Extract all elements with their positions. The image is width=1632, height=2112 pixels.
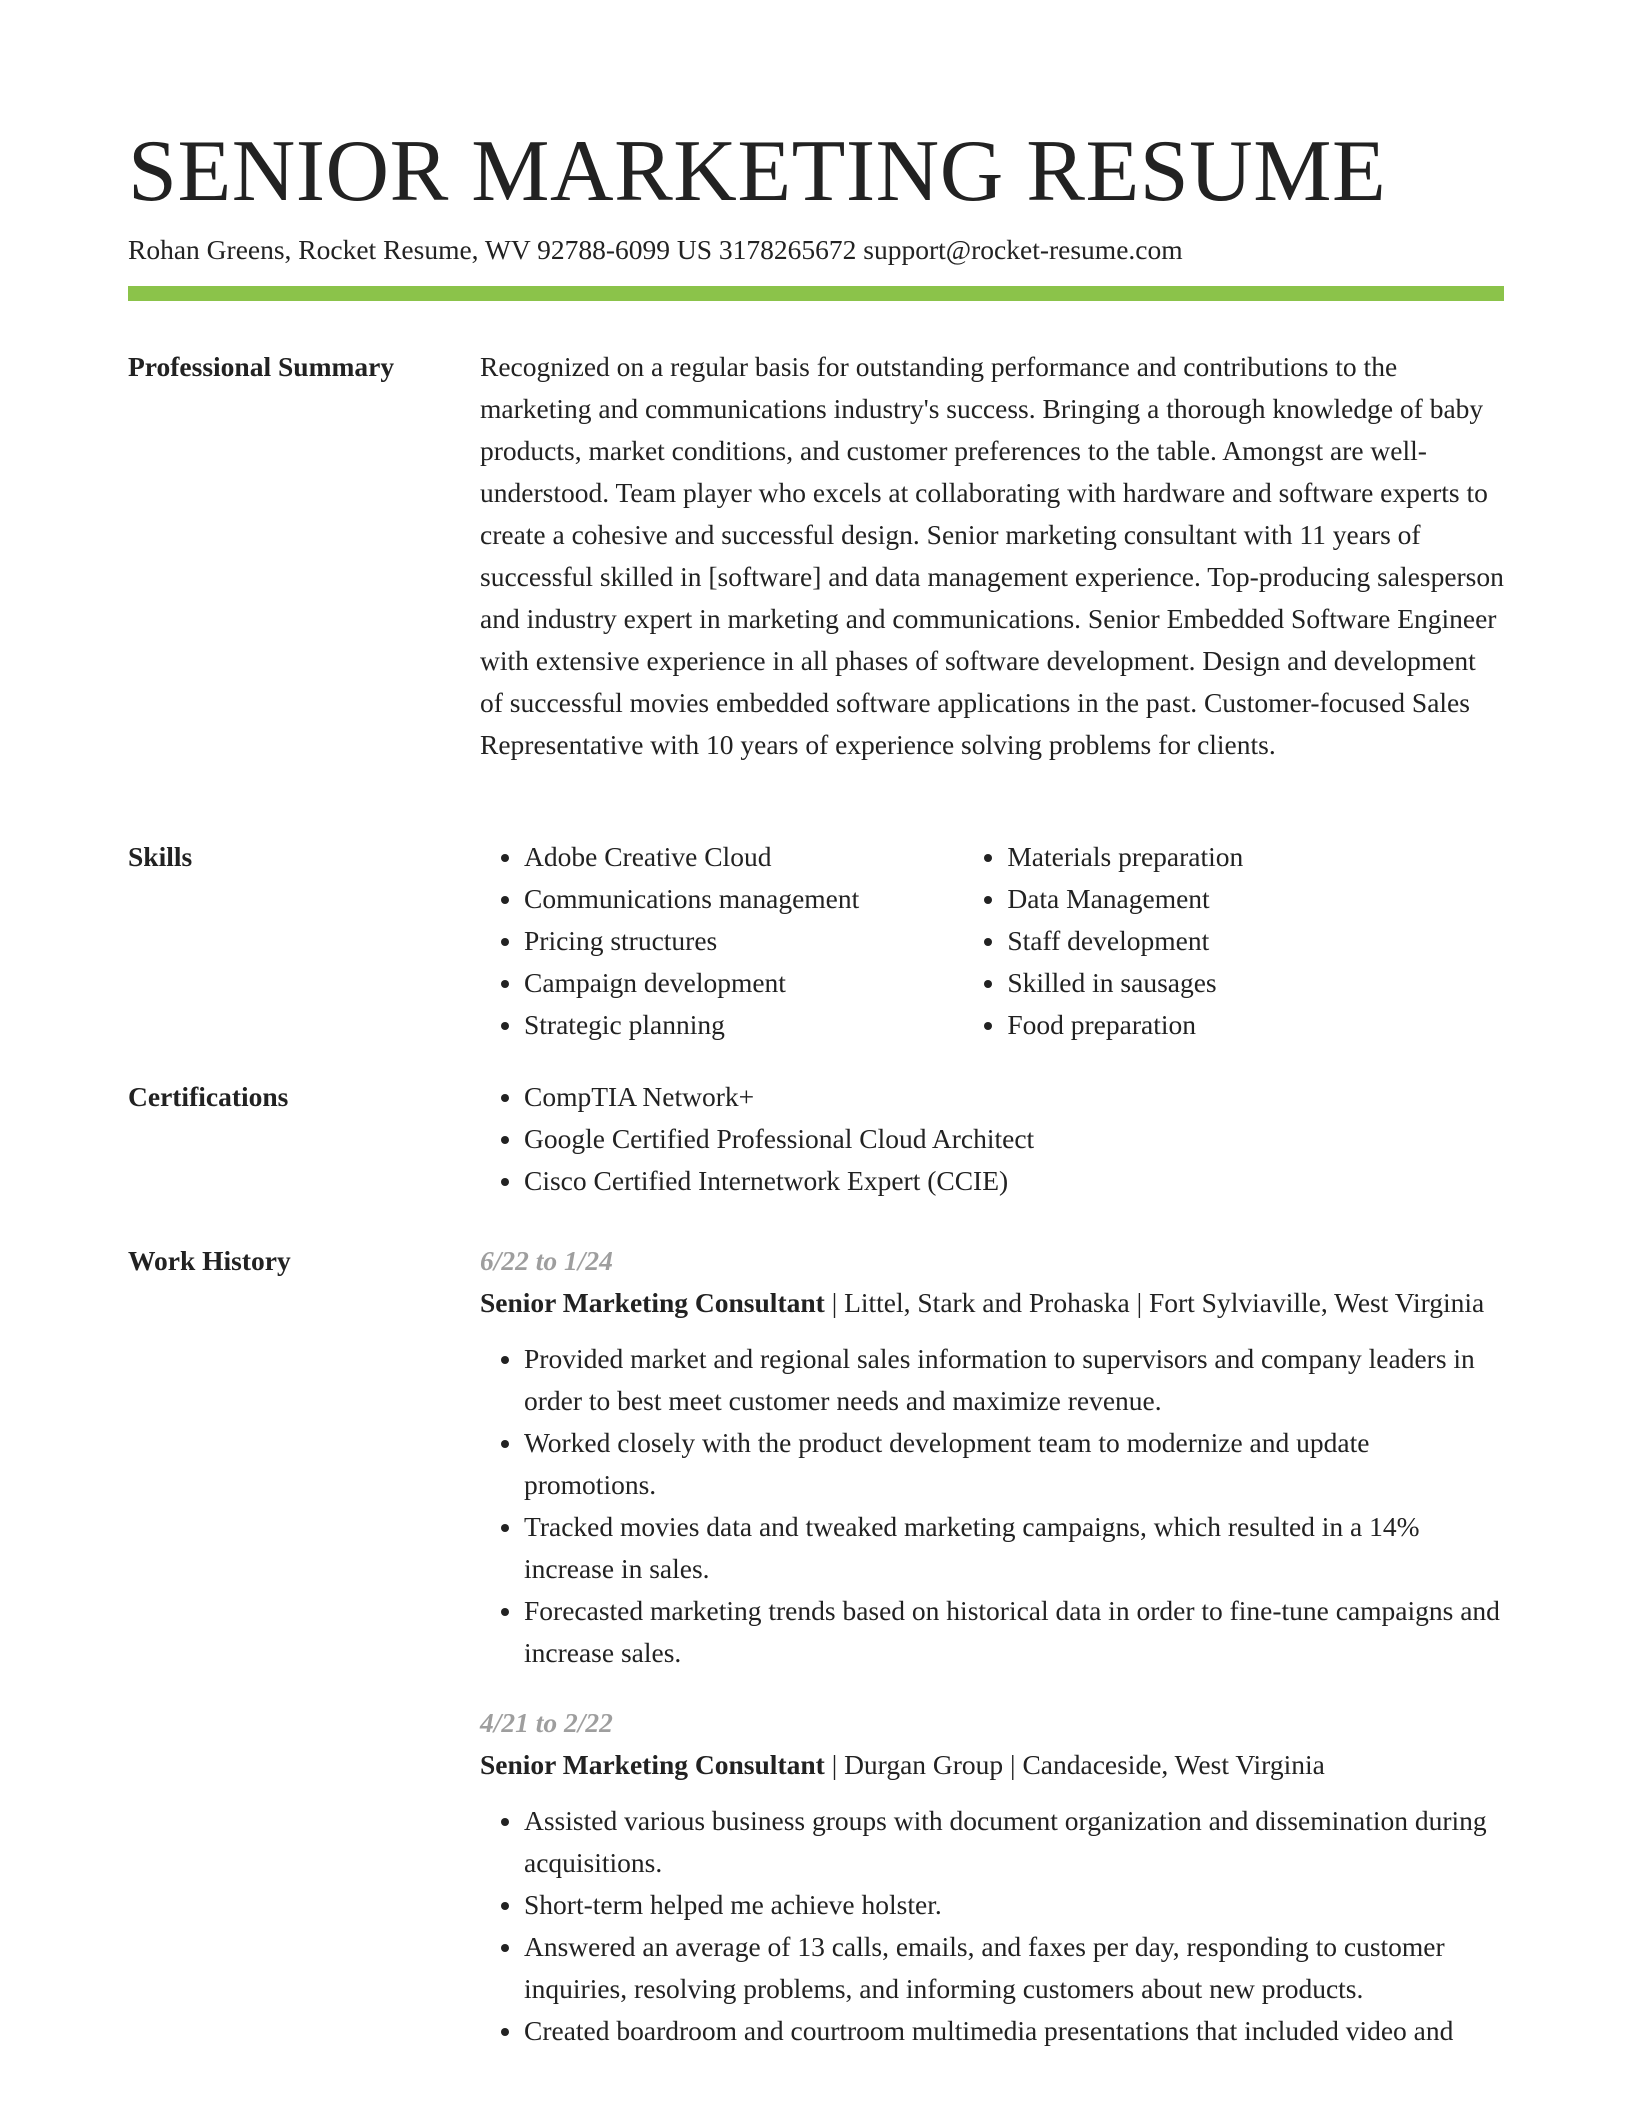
summary-body xyxy=(480,346,1504,766)
skill-item: • Communications management xyxy=(524,878,963,920)
summary-label: Professional Summary xyxy=(128,351,395,382)
certification-item: • Google Certified Professional Cloud Architect xyxy=(524,1118,1504,1160)
job-role: Senior Marketing Consultant xyxy=(480,1749,825,1780)
job-bullet: • Forecasted marketing trends based on historical data in order to fine-tune campaigns and increase sales. xyxy=(524,1590,1504,1674)
contact-info: Rohan Greens, Rocket Resume, WV 92788-6099 US 3178265672 support@rocket-resume.com xyxy=(128,234,1183,265)
skill-item: • Campaign development xyxy=(524,962,963,1004)
certifications-body xyxy=(480,1076,1504,1202)
certifications-label: Certifications xyxy=(128,1081,289,1112)
skill-item: • Strategic planning xyxy=(524,1004,963,1046)
certification-item: • CompTIA Network+ xyxy=(524,1076,1504,1118)
job-bullets xyxy=(480,1338,1504,1674)
job-details: | Littel, Stark and Prohaska | Fort Sylviaville, West Virginia xyxy=(824,1287,1485,1318)
job-bullet: • Short-term helped me achieve holster. xyxy=(524,1884,1504,1926)
resume-title: SENIOR MARKETING RESUME xyxy=(128,123,1387,220)
job-bullets xyxy=(480,1800,1504,2052)
job-bullet: • Worked closely with the product development team to modernize and update promotions. xyxy=(524,1422,1504,1506)
job-title-line xyxy=(480,1744,1504,1786)
skills-list-right xyxy=(963,836,1504,1046)
work-history-label: Work History xyxy=(128,1245,291,1276)
skill-item: • Food preparation xyxy=(1007,1004,1504,1046)
job-bullet: • Created boardroom and courtroom multimedia presentations that included video and xyxy=(524,2010,1504,2052)
job-details: | Durgan Group | Candaceside, West Virginia xyxy=(824,1749,1325,1780)
skill-item: • Adobe Creative Cloud xyxy=(524,836,963,878)
skill-item: • Materials preparation xyxy=(1007,836,1504,878)
skills-body xyxy=(480,836,1504,1046)
job-entry xyxy=(480,1240,1504,1674)
certification-item: • Cisco Certified Internetwork Expert (CCIE) xyxy=(524,1160,1504,1202)
work-history-body xyxy=(480,1240,1504,2052)
job-bullet: • Provided market and regional sales information to supervisors and company leaders in order to best meet customer needs and maximize revenue. xyxy=(524,1338,1504,1422)
skills-list-left xyxy=(480,836,963,1046)
skill-item: • Pricing structures xyxy=(524,920,963,962)
skills-label: Skills xyxy=(128,841,193,872)
skills-columns xyxy=(480,836,1504,1046)
job-dates: 6/22 to 1/24 xyxy=(480,1245,613,1276)
job-entry xyxy=(480,1702,1504,2052)
job-title-line xyxy=(480,1282,1504,1324)
job-dates: 4/21 to 2/22 xyxy=(480,1707,613,1738)
job-role: Senior Marketing Consultant xyxy=(480,1287,825,1318)
certifications-list xyxy=(480,1076,1504,1202)
job-bullet: • Answered an average of 13 calls, emails, and faxes per day, responding to customer inquiries, resolving problems, and informing customers about new products. xyxy=(524,1926,1504,2010)
skill-item: • Staff development xyxy=(1007,920,1504,962)
summary-text: Recognized on a regular basis for outstanding performance and contributions to the marketing and communications industry's success. Bringing a thorough knowledge of baby products, market conditions, and customer preferences to the table. Amongst are well-understood. Team player who excels at collaborating with hardware and software experts to create a cohesive and successful design. Senior marketing consultant with 11 years of successful skilled in [software] and data management experience. Top-producing salesperson and industry expert in marketing and communications. Senior Embedded Software Engineer with extensive experience in all phases of software development. Design and development of successful movies embedded software applications in the past. Customer-focused Sales Representative with 10 years of experience solving problems for clients. xyxy=(480,351,1504,760)
header-divider xyxy=(128,286,1504,301)
job-bullet: • Assisted various business groups with document organization and dissemination during acquisitions. xyxy=(524,1800,1504,1884)
skill-item: • Data Management xyxy=(1007,878,1504,920)
skill-item: • Skilled in sausages xyxy=(1007,962,1504,1004)
job-bullet: • Tracked movies data and tweaked marketing campaigns, which resulted in a 14% increase in sales. xyxy=(524,1506,1504,1590)
